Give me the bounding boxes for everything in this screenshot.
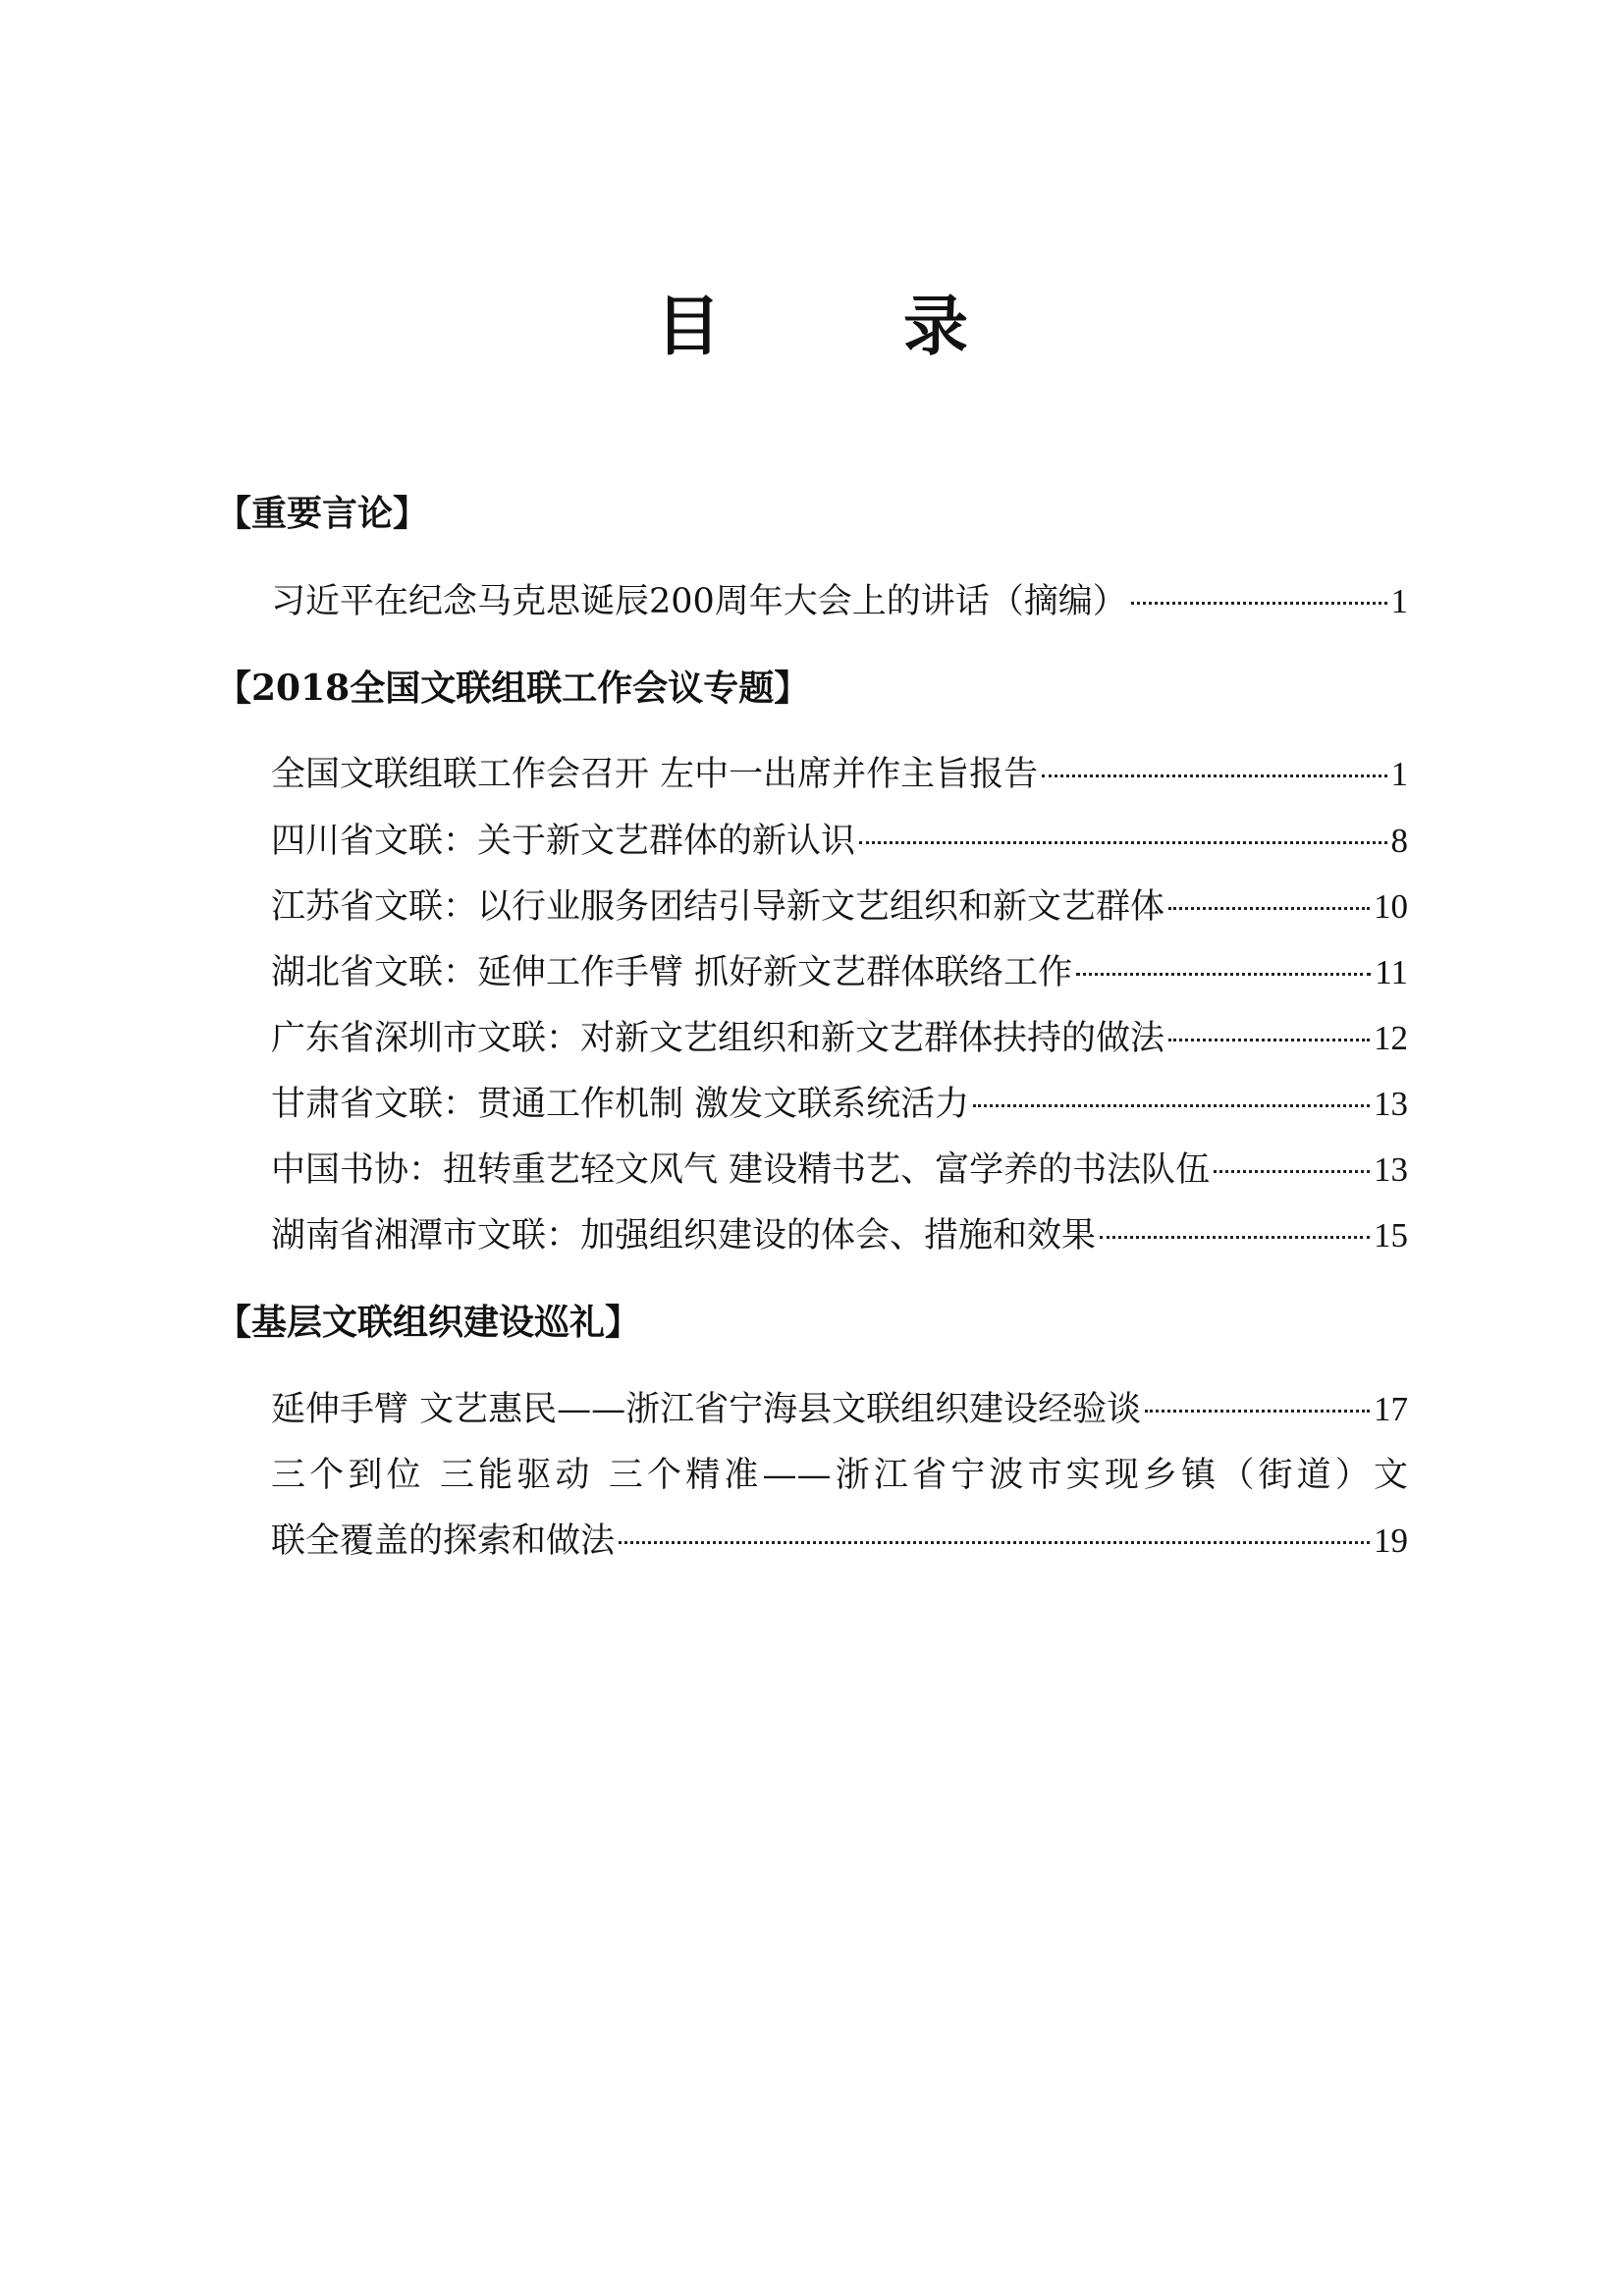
dot-leader xyxy=(1214,1170,1370,1173)
toc-entry-page: 19 xyxy=(1374,1522,1408,1560)
toc-entry-title: 中国书协：扭转重艺轻文风气 建设精书艺、富学养的书法队伍 xyxy=(271,1150,1211,1190)
dot-leader xyxy=(973,1104,1370,1107)
section-heading-grassroots-tour: 【基层文联组织建设巡礼】 xyxy=(216,1302,641,1343)
dot-leader xyxy=(619,1541,1370,1544)
section-heading-2018-conference: 【2018全国文联组联工作会议专题】 xyxy=(216,667,810,709)
toc-entry-title: 全国文联组联工作会召开 左中一出席并作主旨报告 xyxy=(271,755,1039,794)
toc-entry[interactable] xyxy=(271,1211,1408,1260)
toc-entry-title: 习近平在纪念马克思诞辰200周年大会上的讲话（摘编） xyxy=(271,582,1127,621)
toc-entry[interactable] xyxy=(271,750,1408,799)
toc-entry[interactable] xyxy=(271,1080,1408,1129)
dot-leader xyxy=(1168,907,1370,910)
dot-leader xyxy=(1168,1039,1370,1041)
toc-entry[interactable] xyxy=(271,948,1408,997)
dot-leader xyxy=(1042,774,1386,777)
toc-entry-title-line1[interactable]: 三个到位 三能驱动 三个精准——浙江省宁波市实现乡镇（街道）文 xyxy=(271,1456,1408,1495)
toc-entry[interactable] xyxy=(271,1014,1408,1063)
toc-entry-page: 10 xyxy=(1374,887,1408,926)
toc-entry-page: 1 xyxy=(1390,755,1408,793)
toc-entry-page: 11 xyxy=(1375,953,1408,991)
dot-leader xyxy=(1100,1236,1370,1239)
toc-entry-page: 13 xyxy=(1374,1150,1408,1189)
toc-entry-title: 江苏省文联：以行业服务团结引导新文艺组织和新文艺群体 xyxy=(271,887,1165,927)
toc-entry-title: 延伸手臂 文艺惠民——浙江省宁海县文联组织建设经验谈 xyxy=(271,1390,1142,1429)
toc-entry[interactable] xyxy=(271,817,1408,866)
toc-entry[interactable] xyxy=(271,1146,1408,1195)
toc-entry-page: 17 xyxy=(1374,1390,1408,1428)
toc-entry[interactable] xyxy=(271,1385,1408,1434)
toc-entry-page: 12 xyxy=(1374,1019,1408,1057)
toc-entry-page: 15 xyxy=(1374,1216,1408,1255)
toc-entry[interactable] xyxy=(271,882,1408,932)
toc-entry-title: 湖北省文联：延伸工作手臂 抓好新文艺群体联络工作 xyxy=(271,953,1073,992)
toc-entry[interactable] xyxy=(271,577,1408,626)
dot-leader xyxy=(1076,973,1371,976)
section-heading-important-speeches: 【重要言论】 xyxy=(216,493,429,534)
toc-entry-title: 甘肃省文联：贯通工作机制 激发文联系统活力 xyxy=(271,1085,970,1124)
toc-entry[interactable] xyxy=(271,1517,1408,1566)
toc-entry-title: 湖南省湘潭市文联：加强组织建设的体会、措施和效果 xyxy=(271,1216,1097,1255)
toc-entry-title-line2: 联全覆盖的探索和做法 xyxy=(271,1522,616,1561)
dot-leader xyxy=(1131,602,1387,605)
page-title: 目 录 xyxy=(656,288,1027,364)
dot-leader xyxy=(859,841,1386,844)
toc-entry-title: 四川省文联：关于新文艺群体的新认识 xyxy=(271,822,856,861)
toc-entry-page: 8 xyxy=(1390,822,1408,860)
toc-entry-title: 广东省深圳市文联：对新文艺组织和新文艺群体扶持的做法 xyxy=(271,1019,1165,1058)
toc-entry-page: 13 xyxy=(1374,1085,1408,1123)
toc-entry-page: 1 xyxy=(1390,582,1408,620)
dot-leader xyxy=(1145,1410,1370,1413)
